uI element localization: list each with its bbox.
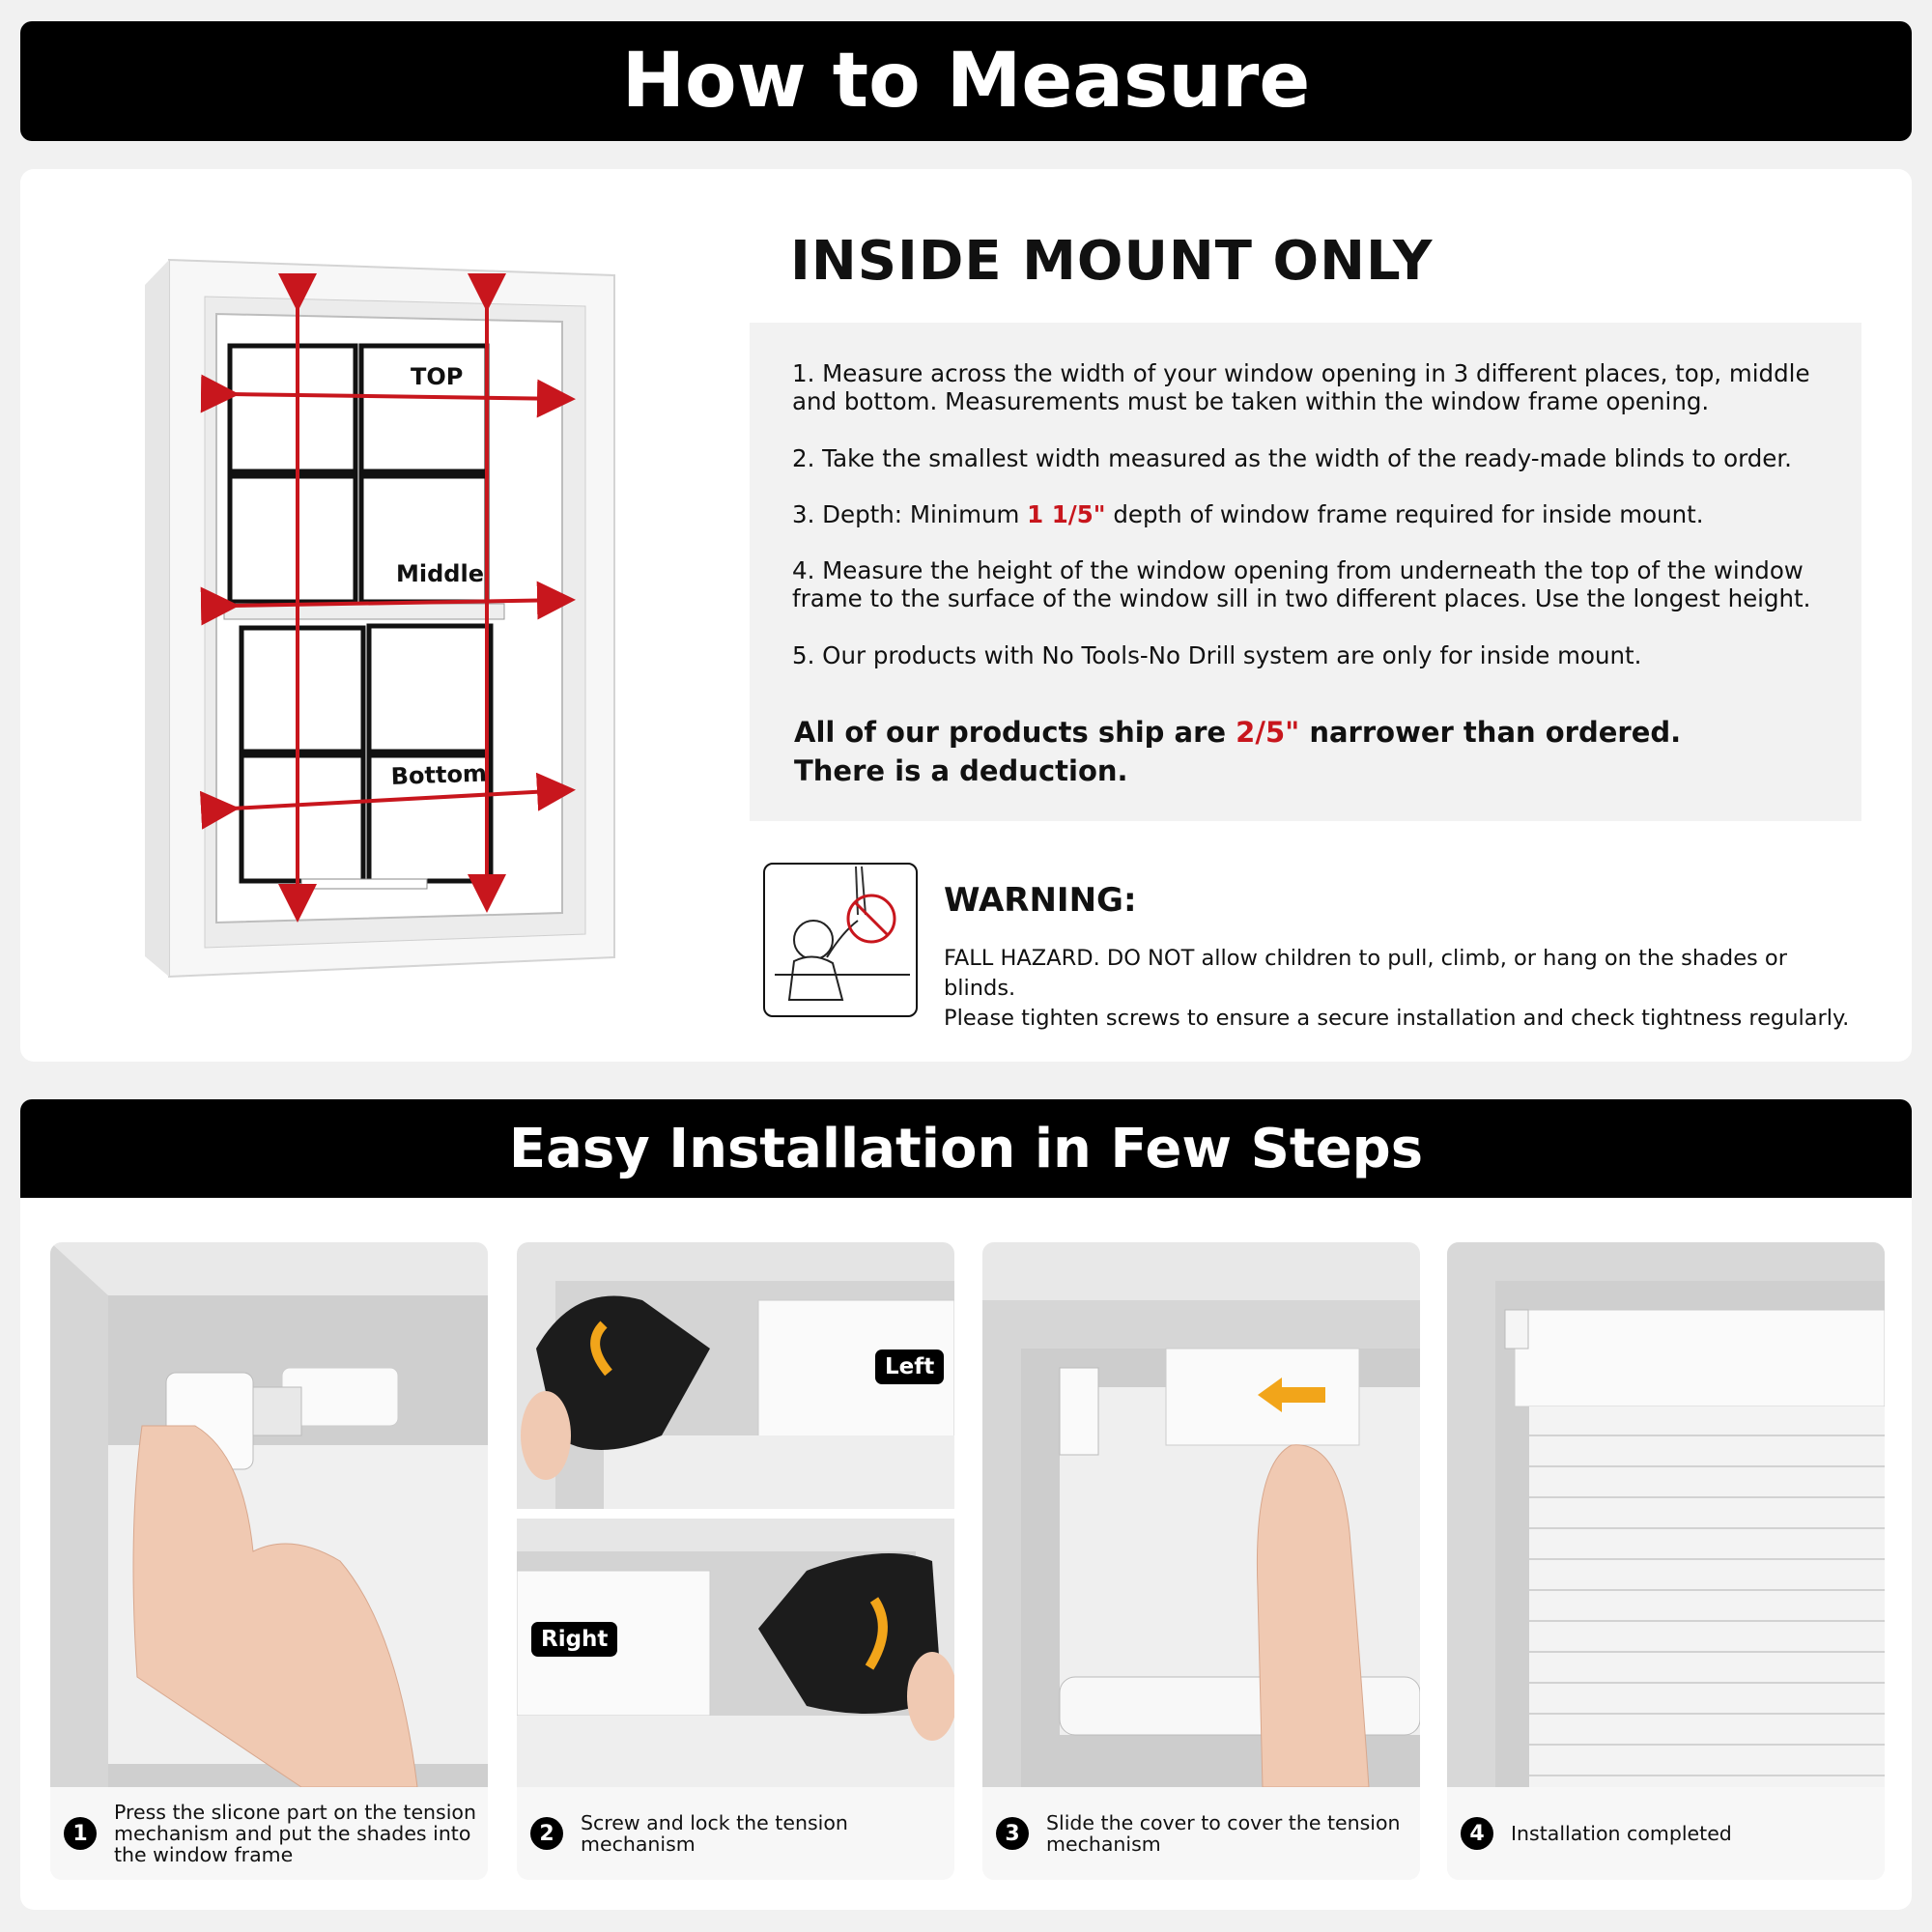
measure-step-4: 4. Measure the height of the window opening from underneath the top of the window frame to the surface of the window sill in two different places. Use the longest height. bbox=[792, 556, 1811, 612]
measure-step-3: 3. Depth: Minimum 1 1/5" depth of window frame required for inside mount. bbox=[792, 500, 1704, 528]
install-step-2-panel bbox=[517, 1242, 954, 1880]
window-measure-diagram bbox=[116, 246, 628, 1000]
install-step-1-panel bbox=[50, 1242, 488, 1880]
deduction-note: All of our products ship are 2/5" narrower than ordered. There is a deduction. bbox=[794, 716, 1682, 787]
label-bottom: Bottom bbox=[390, 759, 488, 790]
step-4-caption bbox=[1447, 1787, 1885, 1880]
step-1-caption bbox=[50, 1787, 488, 1880]
measure-steps-panel bbox=[750, 323, 1861, 821]
measure-step-1: 1. Measure across the width of your window opening in 3 different places, top, middle and bottom. Measurements must be taken within the window frame opening. bbox=[792, 359, 1810, 415]
step-3-number: 3 bbox=[996, 1817, 1029, 1850]
warning-title: WARNING: bbox=[944, 881, 1137, 920]
label-top: TOP bbox=[411, 363, 464, 390]
step-2-text: Screw and lock the tension mechanism bbox=[581, 1811, 848, 1856]
warning-text: FALL HAZARD. DO NOT allow children to pull, climb, or hang on the shades or blinds. Please tighten screws to ensure a secure installation and check tightness regularly. bbox=[944, 946, 1850, 1031]
step-1-text: Press the slicone part on the tension mechanism and put the shades into the window frame bbox=[114, 1801, 476, 1866]
step-1-number: 1 bbox=[64, 1817, 97, 1850]
step-2-caption bbox=[517, 1787, 954, 1880]
depth-highlight: 1 1/5" bbox=[1027, 500, 1106, 528]
step-4-text: Installation completed bbox=[1511, 1822, 1732, 1845]
measure-step-5: 5. Our products with No Tools-No Drill system are only for inside mount. bbox=[792, 641, 1642, 669]
tag-left: Left bbox=[875, 1350, 944, 1384]
install-step-3-panel bbox=[982, 1242, 1420, 1880]
step-3-caption bbox=[982, 1787, 1420, 1880]
step-3-text: Slide the cover to cover the tension mechanism bbox=[1046, 1811, 1401, 1856]
child-climbing-warning-icon bbox=[763, 863, 918, 1017]
step-4-photo bbox=[1447, 1242, 1885, 1787]
step-2-number: 2 bbox=[530, 1817, 563, 1850]
page-title: How to Measure bbox=[20, 21, 1912, 141]
step-1-photo bbox=[50, 1242, 488, 1787]
step-3-photo bbox=[982, 1242, 1420, 1787]
deduction-highlight: 2/5" bbox=[1236, 716, 1300, 749]
install-title: Easy Installation in Few Steps bbox=[20, 1099, 1912, 1198]
tag-right: Right bbox=[531, 1622, 617, 1657]
label-middle: Middle bbox=[396, 560, 484, 587]
inside-mount-title: INSIDE MOUNT ONLY bbox=[790, 230, 1434, 293]
install-step-4-panel bbox=[1447, 1242, 1885, 1880]
step-4-number: 4 bbox=[1461, 1817, 1493, 1850]
step-2-photo bbox=[517, 1242, 954, 1787]
no-symbol-icon bbox=[848, 895, 895, 942]
measure-step-2: 2. Take the smallest width measured as the width of the ready-made blinds to order. bbox=[792, 444, 1792, 472]
